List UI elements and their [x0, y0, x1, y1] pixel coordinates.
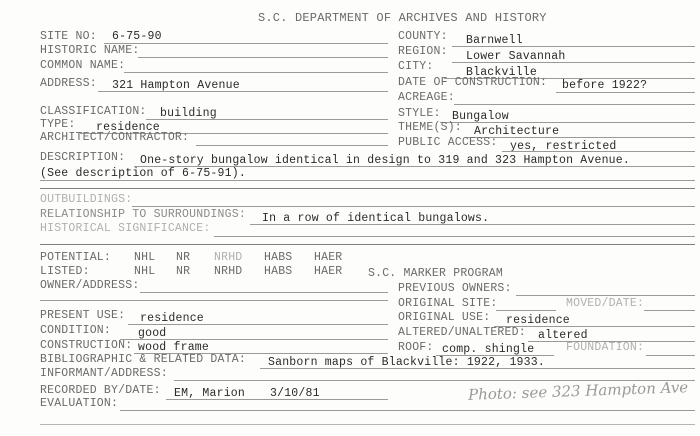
listed-label: LISTED:	[40, 265, 90, 278]
themes-label: THEME(S):	[398, 121, 462, 134]
acreage-label: ACREAGE:	[398, 91, 455, 104]
informant-address-label: INFORMANT/ADDRESS:	[40, 367, 168, 380]
owner-address-line	[140, 292, 388, 293]
condition-line	[120, 339, 388, 340]
public-access-label: PUBLIC ACCESS:	[398, 136, 498, 149]
original-site-label: ORIGINAL SITE:	[398, 297, 498, 310]
type-label: TYPE:	[40, 118, 76, 131]
bibliographic-value: Sanborn maps of Blackville: 1922, 1933.	[268, 356, 545, 369]
listed-habs: HABS	[264, 265, 293, 278]
common-name-label: COMMON NAME:	[40, 59, 126, 72]
present-use-line	[128, 324, 388, 325]
outbuildings-label: OUTBUILDINGS:	[40, 193, 133, 206]
public-access-value: yes, restricted	[510, 140, 617, 153]
address-label: ADDRESS:	[40, 77, 97, 90]
present-use-value: residence	[140, 312, 204, 325]
site-no-line	[104, 43, 388, 44]
roof-label: ROOF:	[398, 341, 434, 354]
condition-value: good	[138, 327, 167, 340]
construction-value: wood frame	[138, 341, 210, 354]
evaluation-line	[120, 410, 695, 411]
county-value: Barnwell	[466, 34, 523, 47]
description-line-1: One-story bungalow identical in design to 319 and 323 Hampton Avenue.	[140, 154, 630, 167]
bibliographic-label: BIBLIOGRAPHIC & RELATED DATA:	[40, 353, 246, 366]
themes-value: Architecture	[474, 125, 560, 138]
potential-nrhd: NRHD	[214, 251, 243, 264]
historic-name-line	[138, 57, 388, 58]
description-rule-2	[40, 180, 695, 181]
style-line	[440, 122, 695, 123]
original-use-label: ORIGINAL USE:	[398, 311, 491, 324]
common-name-line	[124, 72, 388, 73]
moved-date-label: MOVED/DATE:	[566, 297, 645, 310]
classification-line	[146, 119, 388, 120]
address-value: 321 Hampton Avenue	[112, 79, 240, 92]
potential-nhl: NHL	[134, 251, 156, 264]
public-access-line	[502, 151, 695, 152]
classification-value: building	[160, 107, 217, 120]
county-line	[452, 46, 695, 47]
roof-value: comp. shingle	[442, 343, 535, 356]
original-site-line	[496, 310, 556, 311]
outbuildings-line	[132, 206, 695, 207]
recorded-by-label: RECORDED BY/DATE:	[40, 384, 161, 397]
county-label: COUNTY:	[398, 30, 448, 43]
altered-value: altered	[538, 329, 588, 342]
marker-program-label: S.C. MARKER PROGRAM	[368, 267, 503, 280]
previous-owners-line	[516, 295, 695, 296]
form-title: S.C. DEPARTMENT OF ARCHIVES AND HISTORY	[258, 11, 547, 25]
potential-habs: HABS	[264, 251, 293, 264]
section-divider-1	[40, 188, 695, 189]
address-line	[98, 91, 388, 92]
previous-owners-label: PREVIOUS OWNERS:	[398, 282, 512, 295]
relationship-label: RELATIONSHIP TO SURROUNDINGS:	[40, 208, 246, 221]
style-label: STYLE:	[398, 107, 441, 120]
historical-significance-line	[214, 236, 695, 237]
type-value: residence	[96, 121, 160, 134]
description-line-2: (See description of 6-75-91).	[40, 167, 246, 180]
site-no-value: 6-75-90	[112, 30, 162, 43]
city-label: CITY:	[398, 60, 434, 73]
architect-line	[196, 145, 388, 146]
style-value: Bungalow	[452, 110, 509, 123]
evaluation-label: EVALUATION:	[40, 397, 119, 410]
historical-significance-label: HISTORICAL SIGNIFICANCE:	[40, 222, 211, 235]
city-value: Blackville	[466, 66, 538, 79]
site-no-label: SITE NO:	[40, 30, 97, 43]
acreage-line	[454, 104, 695, 105]
listed-nr: NR	[176, 265, 191, 278]
description-label: DESCRIPTION:	[40, 151, 126, 164]
potential-nr: NR	[176, 251, 191, 264]
region-value: Lower Savannah	[466, 50, 566, 63]
relationship-value: In a row of identical bungalows.	[262, 212, 490, 225]
classification-label: CLASSIFICATION:	[40, 105, 147, 118]
listed-nrhd: NRHD	[214, 265, 243, 278]
original-use-value: residence	[506, 314, 570, 327]
bibliographic-line	[260, 368, 695, 369]
owner-address-line-2	[40, 300, 388, 301]
owner-address-label: OWNER/ADDRESS:	[40, 279, 140, 292]
foundation-line	[646, 355, 695, 356]
bottom-rule	[40, 424, 695, 425]
listed-haer: HAER	[314, 265, 343, 278]
altered-label: ALTERED/UNALTERED:	[398, 326, 526, 339]
condition-label: CONDITION:	[40, 324, 112, 337]
listed-nhl: NHL	[134, 265, 156, 278]
recorded-by-value: EM, Marion	[174, 387, 246, 400]
moved-date-line	[644, 310, 695, 311]
recorded-by-line	[166, 399, 388, 400]
section-divider-2	[40, 244, 695, 245]
date-of-construction-label: DATE OF CONSTRUCTION:	[398, 76, 548, 89]
historic-name-label: HISTORIC NAME:	[40, 44, 140, 57]
region-line	[452, 62, 695, 63]
architect-label: ARCHITECT/CONTRACTOR:	[40, 131, 190, 144]
construction-label: CONSTRUCTION:	[40, 339, 133, 352]
relationship-line	[250, 224, 695, 225]
potential-label: POTENTIAL:	[40, 251, 112, 264]
recorded-date-value: 3/10/81	[270, 387, 320, 400]
region-label: REGION:	[398, 45, 448, 58]
themes-line	[466, 137, 695, 138]
handwritten-photo-note: Photo: see 323 Hampton Ave	[467, 378, 689, 404]
date-of-construction-value: before 1922?	[562, 79, 648, 92]
potential-haer: HAER	[314, 251, 343, 264]
present-use-label: PRESENT USE:	[40, 309, 126, 322]
date-of-construction-line	[556, 92, 695, 93]
foundation-label: FOUNDATION:	[566, 341, 645, 354]
